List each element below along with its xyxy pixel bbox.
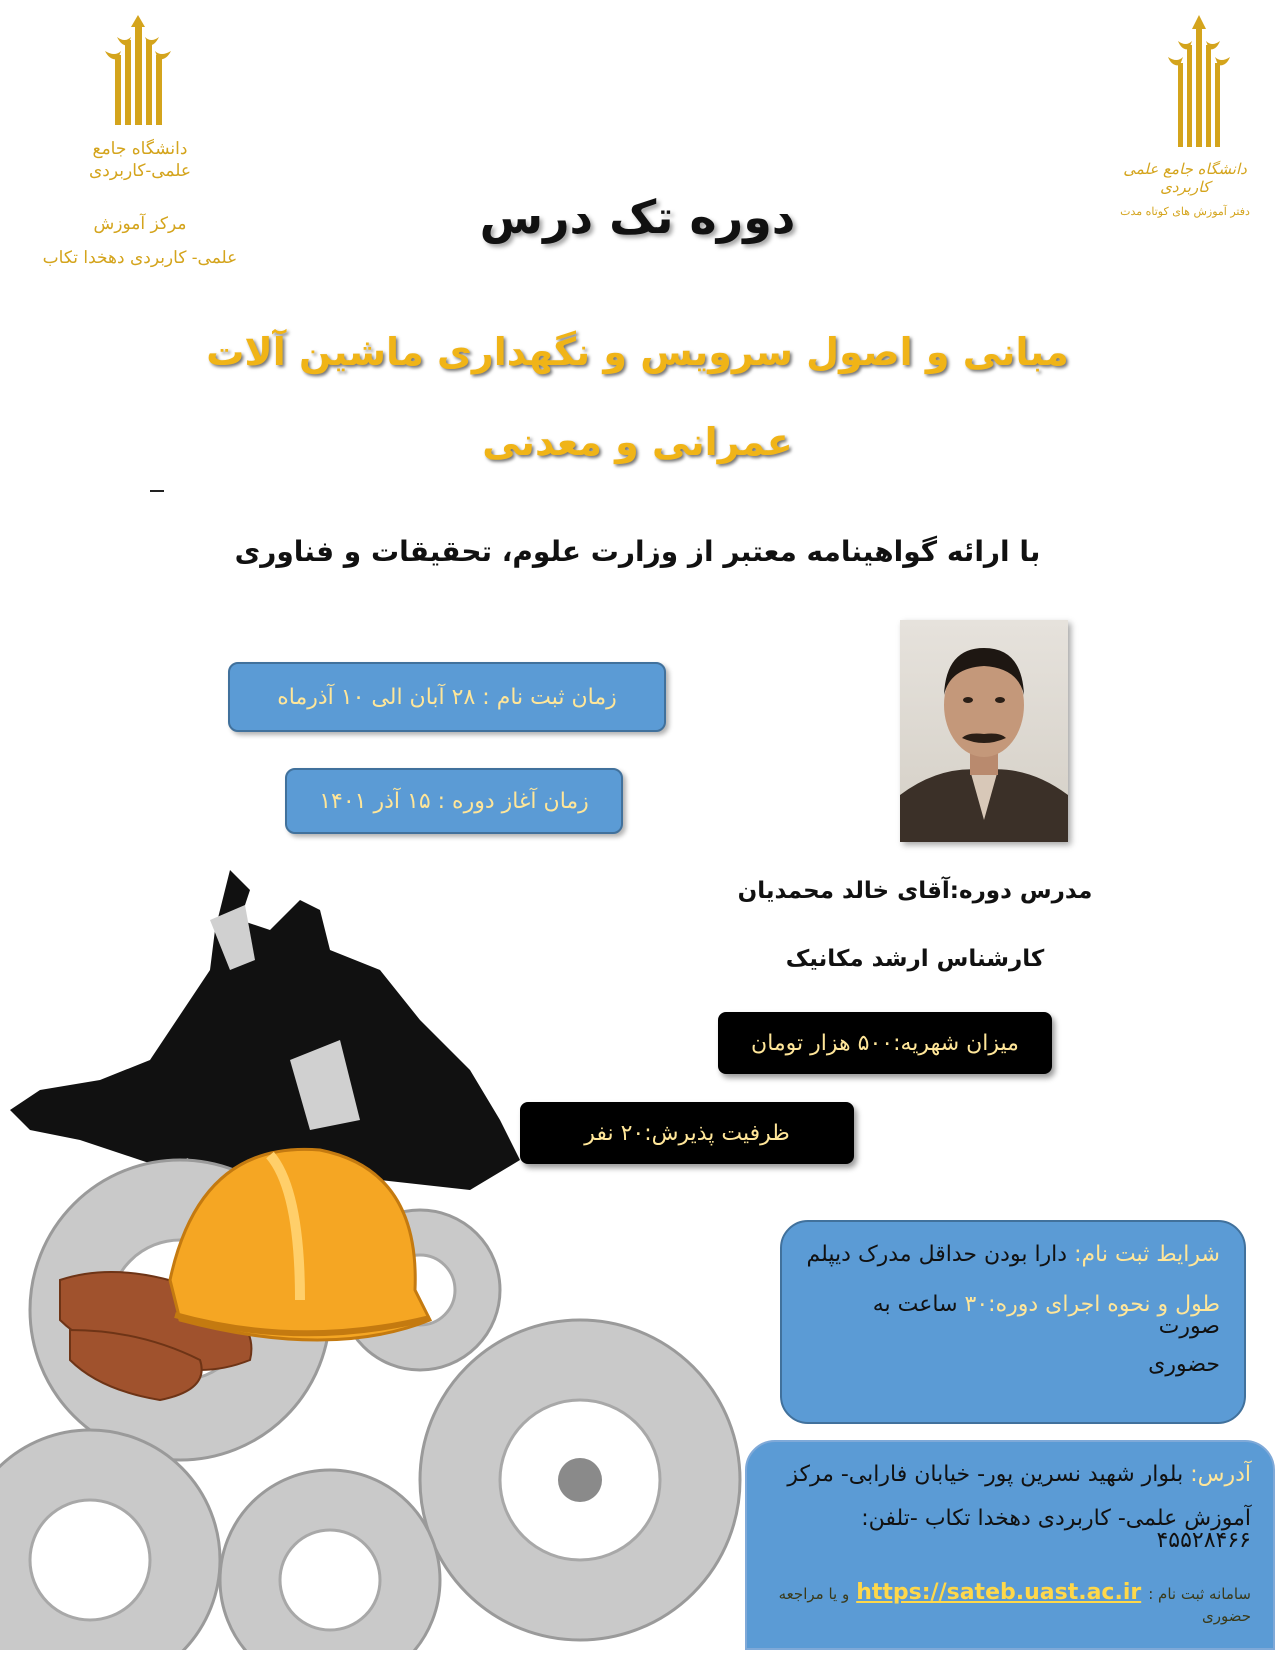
right-logo-text: دانشگاه جامع علمی کاربردی [1123,160,1247,196]
registration-time: زمان ثبت نام : ۲۸ آبان الی ۱۰ آذرماه [277,684,617,710]
requirement-value: دارا بودن حداقل مدرک دیپلم [806,1242,1075,1267]
certificate-note: با ارائه گواهینامه معتبر از وزارت علوم، تحقیقات و فناوری [234,535,1041,568]
registration-system-suffix: و یا مراجعه حضوری [778,1585,1251,1625]
instructor-degree: کارشناس ارشد مکانیک [785,946,1045,972]
course-title-line2: عمرانی و معدنی [482,420,793,464]
university-emblem-icon-right [1160,15,1240,150]
center-name-line2: علمی- کاربردی دهخدا تکاب [42,248,238,268]
registration-system-line [769,1582,1251,1626]
address-text1: بلوار شهید نسرین پور- خیابان فارابی- مرکز [787,1462,1191,1487]
requirement-line [806,1244,1220,1266]
duration-value: ساعت به صورت [872,1292,1220,1339]
duration-mode: حضوری [1148,1352,1220,1377]
course-title-line1: مبانی و اصول سرویس و نگهداری ماشین آلات [206,330,1069,374]
address-line1 [769,1464,1251,1486]
university-emblem-icon [95,15,185,135]
duration-hours: ۳۰ [964,1292,989,1317]
requirement-label: شرایط ثبت نام: [1074,1242,1220,1267]
registration-system-label: سامانه ثبت نام : [1148,1585,1251,1603]
address-line2: آموزش علمی- کاربردی دهخدا تکاب -تلفن: ۴۵۵۲۸۴۶۶ [861,1506,1251,1553]
right-logo [1160,15,1240,150]
duration-line [806,1294,1220,1338]
tuition-box [718,1012,1052,1074]
instructor-name: مدرس دوره:آقای خالد محمدیان [737,878,1093,904]
start-time: زمان آغاز دوره : ۱۵ آذر ۱۴۰۱ [319,788,589,814]
center-name-line1: مرکز آموزش [93,214,187,234]
worker-illustration [0,860,760,1650]
registration-url-link[interactable]: https://sateb.uast.ac.ir [856,1580,1142,1605]
instructor-photo [900,620,1068,842]
right-logo-subtext: دفتر آموزش های کوتاه مدت [1120,205,1250,218]
conditions-box [780,1220,1246,1424]
left-logo-text [80,138,200,182]
left-logo-line2: علمی-کاربردی [89,161,191,181]
address-label: آدرس: [1190,1462,1251,1487]
start-time-box [285,768,623,834]
duration-label: طول و نحوه اجرای دوره: [988,1292,1220,1317]
left-logo [95,15,185,135]
registration-time-box [228,662,666,732]
tuition: میزان شهریه:۵۰۰ هزار تومان [751,1030,1019,1056]
address-box [745,1440,1275,1650]
divider [150,490,164,492]
page-title: دوره تک درس [479,190,796,244]
left-logo-line1: دانشگاه جامع [92,139,188,159]
capacity: ظرفیت پذیرش:۲۰ نفر [584,1120,790,1146]
